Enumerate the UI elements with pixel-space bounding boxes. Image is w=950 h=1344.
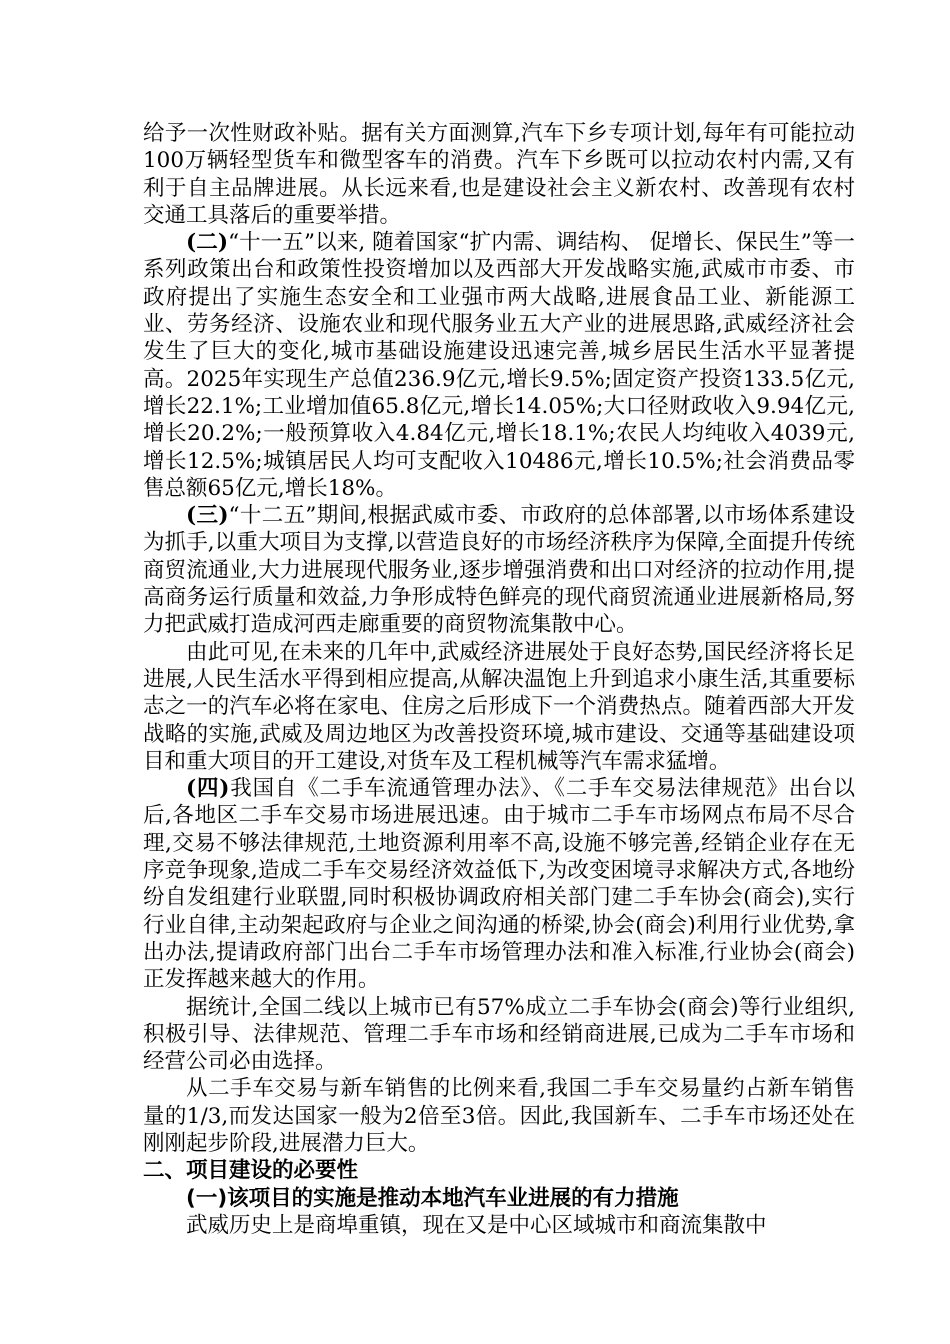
paragraph-text: 从二手车交易与新车销售的比例来看,我国二手车交易量约占新车销售量的1/3,而发达国家一般为2倍至3倍。因此,我国新车、二手车市场还处在刚刚起步阶段,进展潜力巨大。: [143, 1076, 855, 1156]
paragraph-ratio: [143, 1075, 855, 1157]
paragraph-lead: (二): [186, 230, 229, 256]
paragraph-text: 据统计,全国二线以上城市已有57%成立二手车协会(商会)等行业组织,积极引导、法律规范、管理二手车市场和经销商进展,已成为二手车市场和经营公司必由选择。: [143, 994, 855, 1075]
paragraph-twelfth-five-year: [143, 502, 855, 638]
subsection-heading: (一)该项目的实施是推动本地汽车业进展的有力措施: [186, 1185, 679, 1211]
paragraph-eleventh-five-year: [143, 229, 855, 502]
paragraph-text: 给予一次性财政补贴。据有关方面测算,汽车下乡专项计划,每年有可能拉动100万辆轻型货车和微型客车的消费。汽车下乡既可以拉动农村内需,又有利于自主品牌进展。从长远来看,也是建设社会主义新农村、改善现有农村交通工具落后的重要举措。: [143, 121, 855, 228]
paragraph-lead: (四): [186, 776, 230, 802]
paragraph-text: 我国自《二手车流通管理办法》、《二手车交易法律规范》出台以后,各地区二手车交易市场进展迅速。由于城市二手车市场网点布局不尽合理,交易不够法律规范,土地资源利用率不高,设施不够完善,经销企业存在无序竞争现象,造成二手车交易经济效益低下,为改变困境寻求解决方式,各地纷纷自发组建行业联盟,同时积极协调政府相关部门建二手车协会(商会),实行行业自律,主动架起政府与企业之间沟通的桥梁,协会(商会)利用行业优势,拿出办法,提请政府部门出台二手车市场管理办法和准入标准,行业协会(商会)正发挥越来越大的作用。: [143, 776, 855, 993]
paragraph-text: 武威历史上是商埠重镇，现在又是中心区域城市和商流集散中: [186, 1212, 767, 1238]
paragraph-subsidy: [143, 120, 855, 229]
paragraph-statistics: [143, 994, 855, 1076]
paragraph-text: “十二五”期间,根据武威市委、市政府的总体部署,以市场体系建设为抓手,以重大项目为支撑,以营造良好的市场经济秩序为保障,全面提升传统商贸流通业,大力进展现代服务业,逐步增强消费和出口对经济的拉动作用,提高商务运行质量和效益,力争形成特色鲜亮的现代商贸流通业进展新格局,努力把武威打造成河西走廊重要的商贸物流集散中心。: [143, 503, 855, 638]
paragraph-used-car-regulation: [143, 775, 855, 993]
paragraph-conclusion: [143, 639, 855, 775]
paragraph-text: 由此可见,在未来的几年中,武威经济进展处于良好态势,国民经济将长足进展,人民生活水平得到相应提高,从解决温饱上升到追求小康生活,其重要标志之一的汽车必将在家电、住房之后形成下一个消费热点。随着西部大开发战略的实施,武威及周边地区为改善投资环境,城市建设、交通等基础建设项目和重大项目的开工建设,对货车及工程机械等汽车需求猛增。: [143, 639, 855, 774]
paragraph-text: “十一五”以来, 随着国家“扩内需、调结构、 促增长、保民生”等一系列政策出台和政策性投资增加以及西部大开发战略实施,武威市市委、市政府提出了实施生态安全和工业强市两大战略,进展食品工业、新能源工业、劳务经济、设施农业和现代服务业五大产业的进展思路,武威经济社会发生了巨大的变化,城市基础设施建设迅速完善,城乡居民生活水平显著提高。2025年实现生产总值236.9亿元,增长9.5%;固定资产投资133.5亿元,增长22.1%;工业增加值65.8亿元,增长14.05%;大口径财政收入9.94亿元,增长20.2%;一般预算收入4.84亿元,增长18.1%;农民人均纯收入4039元,增长12.5%;城镇居民人均可支配收入10486元,增长10.5%;社会消费品零售总额65亿元,增长18%。: [143, 230, 855, 501]
paragraph-lead: (三): [186, 503, 229, 529]
section-heading: 二、项目建设的必要性: [143, 1158, 359, 1184]
document-body: [143, 120, 855, 1239]
paragraph-wuwei-history: [143, 1212, 855, 1239]
